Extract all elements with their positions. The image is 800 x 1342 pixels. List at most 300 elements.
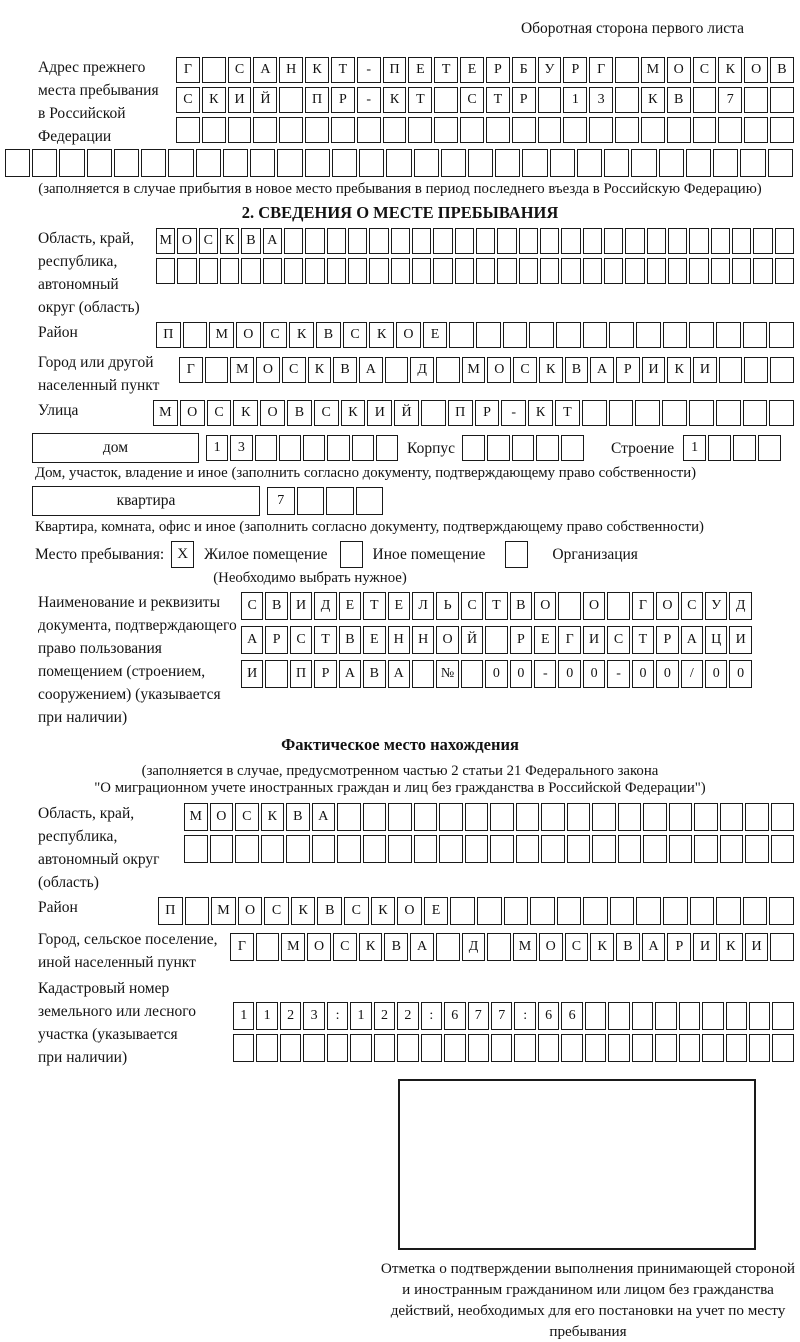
char-cell[interactable] (585, 1002, 606, 1030)
char-cell[interactable] (490, 803, 514, 831)
char-cell[interactable]: О (534, 592, 556, 620)
char-cell[interactable] (716, 897, 741, 925)
char-cell[interactable] (753, 228, 772, 254)
char-cell[interactable] (519, 228, 538, 254)
char-cell[interactable]: - (534, 660, 556, 688)
char-cell[interactable] (465, 835, 489, 863)
char-cell[interactable]: М (184, 803, 208, 831)
char-cell[interactable]: 6 (538, 1002, 559, 1030)
char-cell[interactable]: - (357, 57, 381, 83)
char-cell[interactable]: Е (408, 57, 432, 83)
char-cell[interactable] (369, 258, 388, 284)
char-cell[interactable] (462, 435, 485, 461)
char-cell[interactable] (516, 803, 540, 831)
char-cell[interactable]: 7 (267, 487, 295, 515)
char-cell[interactable] (503, 322, 528, 348)
char-cell[interactable] (689, 228, 708, 254)
char-cell[interactable] (196, 149, 221, 177)
char-cell[interactable]: О (307, 933, 331, 961)
char-cell[interactable]: Е (388, 592, 410, 620)
char-cell[interactable]: М (230, 357, 254, 383)
char-cell[interactable] (769, 897, 794, 925)
char-cell[interactable] (223, 149, 248, 177)
char-cell[interactable] (744, 87, 768, 113)
char-cell[interactable] (519, 258, 538, 284)
char-cell[interactable]: А (681, 626, 703, 654)
char-cell[interactable] (235, 835, 259, 863)
char-cell[interactable] (561, 258, 580, 284)
char-cell[interactable] (185, 897, 210, 925)
char-cell[interactable]: 2 (397, 1002, 418, 1030)
char-cell[interactable] (563, 117, 587, 143)
char-cell[interactable] (210, 835, 234, 863)
char-cell[interactable]: В (241, 228, 260, 254)
char-cell[interactable] (356, 487, 384, 515)
char-cell[interactable]: К (383, 87, 407, 113)
char-cell[interactable]: К (359, 933, 383, 961)
char-cell[interactable] (662, 400, 687, 426)
char-cell[interactable]: К (220, 228, 239, 254)
char-cell[interactable] (720, 835, 744, 863)
char-cell[interactable] (625, 228, 644, 254)
char-cell[interactable] (720, 803, 744, 831)
char-cell[interactable] (59, 149, 84, 177)
char-cell[interactable] (241, 258, 260, 284)
char-cell[interactable]: Г (176, 57, 200, 83)
char-cell[interactable] (529, 322, 554, 348)
char-cell[interactable] (386, 149, 411, 177)
char-cell[interactable] (156, 258, 175, 284)
char-cell[interactable]: С (282, 357, 306, 383)
char-cell[interactable]: Г (589, 57, 613, 83)
char-cell[interactable] (327, 228, 346, 254)
char-cell[interactable]: К (371, 897, 396, 925)
char-cell[interactable]: 0 (583, 660, 605, 688)
char-cell[interactable]: А (241, 626, 263, 654)
char-cell[interactable] (758, 435, 781, 461)
char-cell[interactable]: О (180, 400, 205, 426)
char-cell[interactable]: К (539, 357, 563, 383)
char-cell[interactable]: С (343, 322, 368, 348)
char-cell[interactable] (732, 228, 751, 254)
char-cell[interactable] (279, 87, 303, 113)
char-cell[interactable]: И (367, 400, 392, 426)
char-cell[interactable] (577, 149, 602, 177)
char-cell[interactable] (745, 803, 769, 831)
char-cell[interactable]: К (719, 933, 743, 961)
char-cell[interactable] (363, 803, 387, 831)
char-cell[interactable]: 2 (280, 1002, 301, 1030)
char-cell[interactable] (433, 228, 452, 254)
char-cell[interactable]: О (436, 626, 458, 654)
char-cell[interactable]: О (260, 400, 285, 426)
char-cell[interactable] (305, 117, 329, 143)
char-cell[interactable] (694, 835, 718, 863)
char-cell[interactable] (711, 258, 730, 284)
char-cell[interactable] (775, 228, 794, 254)
char-cell[interactable] (636, 322, 661, 348)
char-cell[interactable] (567, 803, 591, 831)
char-cell[interactable] (414, 149, 439, 177)
char-cell[interactable]: Й (394, 400, 419, 426)
char-cell[interactable]: 0 (632, 660, 654, 688)
char-cell[interactable] (199, 258, 218, 284)
char-cell[interactable]: С (228, 57, 252, 83)
char-cell[interactable] (607, 592, 629, 620)
char-cell[interactable] (694, 803, 718, 831)
char-cell[interactable]: Р (510, 626, 532, 654)
char-cell[interactable] (689, 322, 714, 348)
char-cell[interactable]: В (510, 592, 532, 620)
char-cell[interactable] (567, 835, 591, 863)
char-cell[interactable] (615, 87, 639, 113)
char-cell[interactable]: О (397, 897, 422, 925)
char-cell[interactable]: Л (412, 592, 434, 620)
char-cell[interactable] (693, 87, 717, 113)
char-cell[interactable] (184, 835, 208, 863)
char-cell[interactable] (631, 149, 656, 177)
char-cell[interactable] (455, 228, 474, 254)
char-cell[interactable]: Н (279, 57, 303, 83)
char-cell[interactable]: Т (314, 626, 336, 654)
char-cell[interactable] (608, 1034, 629, 1062)
char-cell[interactable]: Д (410, 357, 434, 383)
char-cell[interactable] (297, 487, 325, 515)
char-cell[interactable] (461, 660, 483, 688)
char-cell[interactable]: С (290, 626, 312, 654)
char-cell[interactable] (305, 258, 324, 284)
char-cell[interactable] (530, 897, 555, 925)
char-cell[interactable] (263, 258, 282, 284)
char-cell[interactable]: А (359, 357, 383, 383)
char-cell[interactable]: А (410, 933, 434, 961)
char-cell[interactable]: : (514, 1002, 535, 1030)
char-cell[interactable]: И (583, 626, 605, 654)
char-cell[interactable] (561, 228, 580, 254)
char-cell[interactable] (610, 897, 635, 925)
char-cell[interactable] (775, 258, 794, 284)
char-cell[interactable] (397, 1034, 418, 1062)
char-cell[interactable]: С (461, 592, 483, 620)
char-cell[interactable]: Д (314, 592, 336, 620)
char-cell[interactable] (625, 258, 644, 284)
char-cell[interactable] (348, 258, 367, 284)
char-cell[interactable] (540, 258, 559, 284)
char-cell[interactable]: Г (632, 592, 654, 620)
char-cell[interactable] (643, 835, 667, 863)
char-cell[interactable] (265, 660, 287, 688)
char-cell[interactable] (408, 117, 432, 143)
char-cell[interactable]: С (565, 933, 589, 961)
char-cell[interactable] (514, 1034, 535, 1062)
char-cell[interactable] (337, 835, 361, 863)
char-cell[interactable]: Р (512, 87, 536, 113)
char-cell[interactable] (636, 897, 661, 925)
char-cell[interactable]: В (316, 322, 341, 348)
char-cell[interactable] (383, 117, 407, 143)
char-cell[interactable] (718, 117, 742, 143)
char-cell[interactable] (253, 117, 277, 143)
char-cell[interactable] (716, 322, 741, 348)
char-cell[interactable] (331, 117, 355, 143)
char-cell[interactable] (280, 1034, 301, 1062)
char-cell[interactable]: В (616, 933, 640, 961)
char-cell[interactable] (391, 258, 410, 284)
char-cell[interactable] (615, 117, 639, 143)
char-cell[interactable] (679, 1002, 700, 1030)
char-cell[interactable]: О (396, 322, 421, 348)
char-cell[interactable] (369, 228, 388, 254)
char-cell[interactable]: Т (331, 57, 355, 83)
char-cell[interactable] (538, 1034, 559, 1062)
char-cell[interactable] (609, 322, 634, 348)
char-cell[interactable] (434, 117, 458, 143)
char-cell[interactable]: К (308, 357, 332, 383)
inoe-checkbox[interactable] (340, 541, 363, 568)
char-cell[interactable] (744, 357, 768, 383)
char-cell[interactable] (668, 228, 687, 254)
char-cell[interactable] (414, 803, 438, 831)
char-cell[interactable] (350, 1034, 371, 1062)
char-cell[interactable] (183, 322, 208, 348)
char-cell[interactable] (732, 258, 751, 284)
char-cell[interactable] (439, 803, 463, 831)
char-cell[interactable] (655, 1002, 676, 1030)
char-cell[interactable] (305, 149, 330, 177)
char-cell[interactable]: С (344, 897, 369, 925)
char-cell[interactable]: - (607, 660, 629, 688)
char-cell[interactable] (726, 1002, 747, 1030)
char-cell[interactable]: 2 (374, 1002, 395, 1030)
char-cell[interactable] (250, 149, 275, 177)
char-cell[interactable] (770, 357, 794, 383)
char-cell[interactable] (303, 1034, 324, 1062)
char-cell[interactable] (632, 1002, 653, 1030)
char-cell[interactable] (357, 117, 381, 143)
char-cell[interactable] (441, 149, 466, 177)
char-cell[interactable] (716, 400, 741, 426)
char-cell[interactable] (376, 435, 398, 461)
zhiloe-checkbox[interactable]: X (171, 541, 194, 568)
char-cell[interactable]: И (290, 592, 312, 620)
char-cell[interactable]: М (641, 57, 665, 83)
org-checkbox[interactable] (505, 541, 528, 568)
char-cell[interactable] (558, 592, 580, 620)
char-cell[interactable] (497, 228, 516, 254)
char-cell[interactable]: Р (475, 400, 500, 426)
char-cell[interactable]: Р (265, 626, 287, 654)
char-cell[interactable]: К (233, 400, 258, 426)
char-cell[interactable]: В (265, 592, 287, 620)
char-cell[interactable] (255, 435, 277, 461)
char-cell[interactable] (439, 835, 463, 863)
char-cell[interactable] (583, 322, 608, 348)
char-cell[interactable]: 1 (563, 87, 587, 113)
char-cell[interactable] (647, 258, 666, 284)
char-cell[interactable]: Т (434, 57, 458, 83)
char-cell[interactable] (414, 835, 438, 863)
char-cell[interactable] (177, 258, 196, 284)
char-cell[interactable]: 0 (729, 660, 751, 688)
char-cell[interactable]: : (327, 1002, 348, 1030)
char-cell[interactable]: Т (408, 87, 432, 113)
char-cell[interactable]: М (153, 400, 178, 426)
char-cell[interactable] (771, 803, 795, 831)
char-cell[interactable] (5, 149, 30, 177)
char-cell[interactable]: Р (486, 57, 510, 83)
char-cell[interactable]: С (314, 400, 339, 426)
char-cell[interactable] (647, 228, 666, 254)
char-cell[interactable] (412, 660, 434, 688)
char-cell[interactable] (337, 803, 361, 831)
char-cell[interactable] (583, 258, 602, 284)
char-cell[interactable] (643, 803, 667, 831)
char-cell[interactable] (491, 1034, 512, 1062)
char-cell[interactable] (303, 435, 325, 461)
char-cell[interactable] (512, 117, 536, 143)
char-cell[interactable] (583, 228, 602, 254)
char-cell[interactable] (256, 933, 280, 961)
char-cell[interactable] (749, 1002, 770, 1030)
char-cell[interactable] (668, 258, 687, 284)
char-cell[interactable] (632, 1034, 653, 1062)
char-cell[interactable]: Т (363, 592, 385, 620)
char-cell[interactable]: 0 (510, 660, 532, 688)
char-cell[interactable] (769, 322, 794, 348)
char-cell[interactable]: К (528, 400, 553, 426)
char-cell[interactable]: С (693, 57, 717, 83)
char-cell[interactable] (486, 117, 510, 143)
char-cell[interactable] (468, 149, 493, 177)
char-cell[interactable]: Р (331, 87, 355, 113)
char-cell[interactable]: 1 (206, 435, 228, 461)
char-cell[interactable] (220, 258, 239, 284)
char-cell[interactable]: А (339, 660, 361, 688)
char-cell[interactable]: О (667, 57, 691, 83)
char-cell[interactable]: В (339, 626, 361, 654)
char-cell[interactable] (460, 117, 484, 143)
char-cell[interactable]: К (590, 933, 614, 961)
char-cell[interactable] (541, 835, 565, 863)
char-cell[interactable]: И (745, 933, 769, 961)
char-cell[interactable] (284, 258, 303, 284)
char-cell[interactable]: П (290, 660, 312, 688)
char-cell[interactable] (374, 1034, 395, 1062)
char-cell[interactable]: С (460, 87, 484, 113)
char-cell[interactable]: Н (388, 626, 410, 654)
char-cell[interactable] (635, 400, 660, 426)
char-cell[interactable]: 0 (705, 660, 727, 688)
char-cell[interactable]: К (289, 322, 314, 348)
char-cell[interactable]: К (305, 57, 329, 83)
char-cell[interactable]: С (176, 87, 200, 113)
char-cell[interactable] (538, 117, 562, 143)
char-cell[interactable]: П (448, 400, 473, 426)
char-cell[interactable] (228, 117, 252, 143)
char-cell[interactable]: А (642, 933, 666, 961)
char-cell[interactable]: П (156, 322, 181, 348)
char-cell[interactable] (618, 835, 642, 863)
char-cell[interactable] (689, 400, 714, 426)
char-cell[interactable] (352, 435, 374, 461)
char-cell[interactable]: К (369, 322, 394, 348)
char-cell[interactable]: Й (253, 87, 277, 113)
char-cell[interactable] (604, 149, 629, 177)
char-cell[interactable] (702, 1002, 723, 1030)
char-cell[interactable]: А (590, 357, 614, 383)
char-cell[interactable]: Е (339, 592, 361, 620)
char-cell[interactable]: Г (558, 626, 580, 654)
char-cell[interactable]: Р (616, 357, 640, 383)
char-cell[interactable]: И (642, 357, 666, 383)
char-cell[interactable]: Р (563, 57, 587, 83)
char-cell[interactable] (744, 117, 768, 143)
char-cell[interactable]: Б (512, 57, 536, 83)
char-cell[interactable]: А (253, 57, 277, 83)
char-cell[interactable] (585, 1034, 606, 1062)
char-cell[interactable]: М (462, 357, 486, 383)
char-cell[interactable]: О (487, 357, 511, 383)
char-cell[interactable]: К (291, 897, 316, 925)
char-cell[interactable] (495, 149, 520, 177)
char-cell[interactable]: В (384, 933, 408, 961)
char-cell[interactable] (256, 1034, 277, 1062)
char-cell[interactable] (205, 357, 229, 383)
char-cell[interactable] (686, 149, 711, 177)
char-cell[interactable] (541, 803, 565, 831)
char-cell[interactable] (434, 87, 458, 113)
char-cell[interactable] (592, 803, 616, 831)
char-cell[interactable] (114, 149, 139, 177)
char-cell[interactable] (279, 117, 303, 143)
char-cell[interactable]: М (211, 897, 236, 925)
char-cell[interactable] (476, 228, 495, 254)
char-cell[interactable] (363, 835, 387, 863)
char-cell[interactable]: 1 (683, 435, 706, 461)
char-cell[interactable] (770, 117, 794, 143)
char-cell[interactable]: И (241, 660, 263, 688)
char-cell[interactable] (740, 149, 765, 177)
char-cell[interactable]: С (681, 592, 703, 620)
char-cell[interactable] (561, 435, 584, 461)
char-cell[interactable] (455, 258, 474, 284)
char-cell[interactable]: В (770, 57, 794, 83)
char-cell[interactable]: И (693, 933, 717, 961)
char-cell[interactable]: А (388, 660, 410, 688)
char-cell[interactable] (540, 228, 559, 254)
char-cell[interactable]: Н (412, 626, 434, 654)
char-cell[interactable] (604, 258, 623, 284)
char-cell[interactable]: Е (423, 322, 448, 348)
char-cell[interactable] (141, 149, 166, 177)
char-cell[interactable] (604, 228, 623, 254)
char-cell[interactable] (327, 1034, 348, 1062)
char-cell[interactable] (659, 149, 684, 177)
char-cell[interactable] (277, 149, 302, 177)
char-cell[interactable]: М (281, 933, 305, 961)
char-cell[interactable] (583, 897, 608, 925)
char-cell[interactable] (261, 835, 285, 863)
char-cell[interactable] (348, 228, 367, 254)
char-cell[interactable] (412, 228, 431, 254)
char-cell[interactable] (476, 258, 495, 284)
char-cell[interactable]: С (207, 400, 232, 426)
char-cell[interactable]: А (263, 228, 282, 254)
char-cell[interactable]: 6 (444, 1002, 465, 1030)
char-cell[interactable]: С (513, 357, 537, 383)
char-cell[interactable]: О (583, 592, 605, 620)
char-cell[interactable] (753, 258, 772, 284)
